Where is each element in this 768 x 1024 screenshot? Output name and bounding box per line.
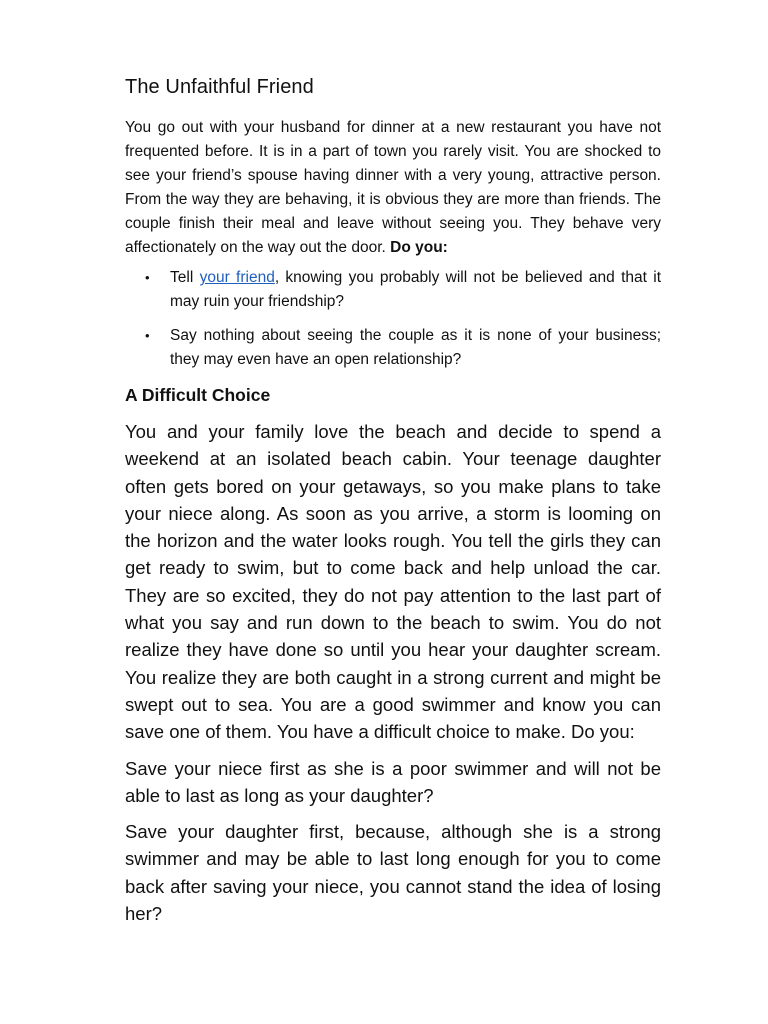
bullet-icon: • [145, 328, 150, 343]
list-item [125, 324, 661, 372]
choice-1-suffix: , knowing you probably will not be believed and that it may ruin your friendship? [170, 269, 662, 310]
option-paragraph-niece: Save your niece first as she is a poor swimmer and will not be able to last as long as your daughter? [125, 757, 661, 806]
section-paragraph: You and your family love the beach and decide to spend a weekend at an isolated beach cabin. Your teenage daughter often gets bored on your getaways, so you make plans to take your niece along. As soon as you arrive, a storm is looming on the horizon and the water looks rough. You tell the girls they can get ready to swim, but to come back and help unload the car. They are so excited, they do not pay attention to the last part of what you say and run down to the beach to swim. You do not realize they have done so until you hear your daughter scream. You realize they are both caught in a strong current and might be swept out to sea. You are a good swimmer and know you can save one of them. You have a difficult choice to make. Do you: [125, 421, 661, 743]
choice-2-text: Say nothing about seeing the couple as it is none of your business; they may even have an open relationship? [170, 327, 661, 368]
list-item [125, 266, 661, 314]
intro-paragraph-text: You go out with your husband for dinner at a new restaurant you have not frequented before. It is in a part of town you rarely visit. You are shocked to see your friend’s spouse having dinner with a very young, attractive person. From the way they are behaving, it is obvious they are more than friends. The couple finish their meal and leave without seeing you. They behave very affectionately on the way out the door. [125, 119, 661, 256]
intro-paragraph [125, 116, 661, 260]
document-page [125, 72, 661, 936]
option-paragraph-daughter: Save your daughter first, because, although she is a strong swimmer and may be able to last long enough for you to come back after saving your niece, you cannot stand the idea of losing her? [125, 821, 661, 925]
document-title: The Unfaithful Friend [125, 76, 314, 98]
intro-question: Do you: [390, 239, 448, 256]
choice-list [125, 266, 661, 372]
your-friend-link[interactable]: your friend [199, 269, 275, 286]
bullet-icon: • [145, 270, 150, 285]
choice-1-prefix: Tell [170, 269, 200, 286]
section-heading: A Difficult Choice [125, 385, 271, 405]
